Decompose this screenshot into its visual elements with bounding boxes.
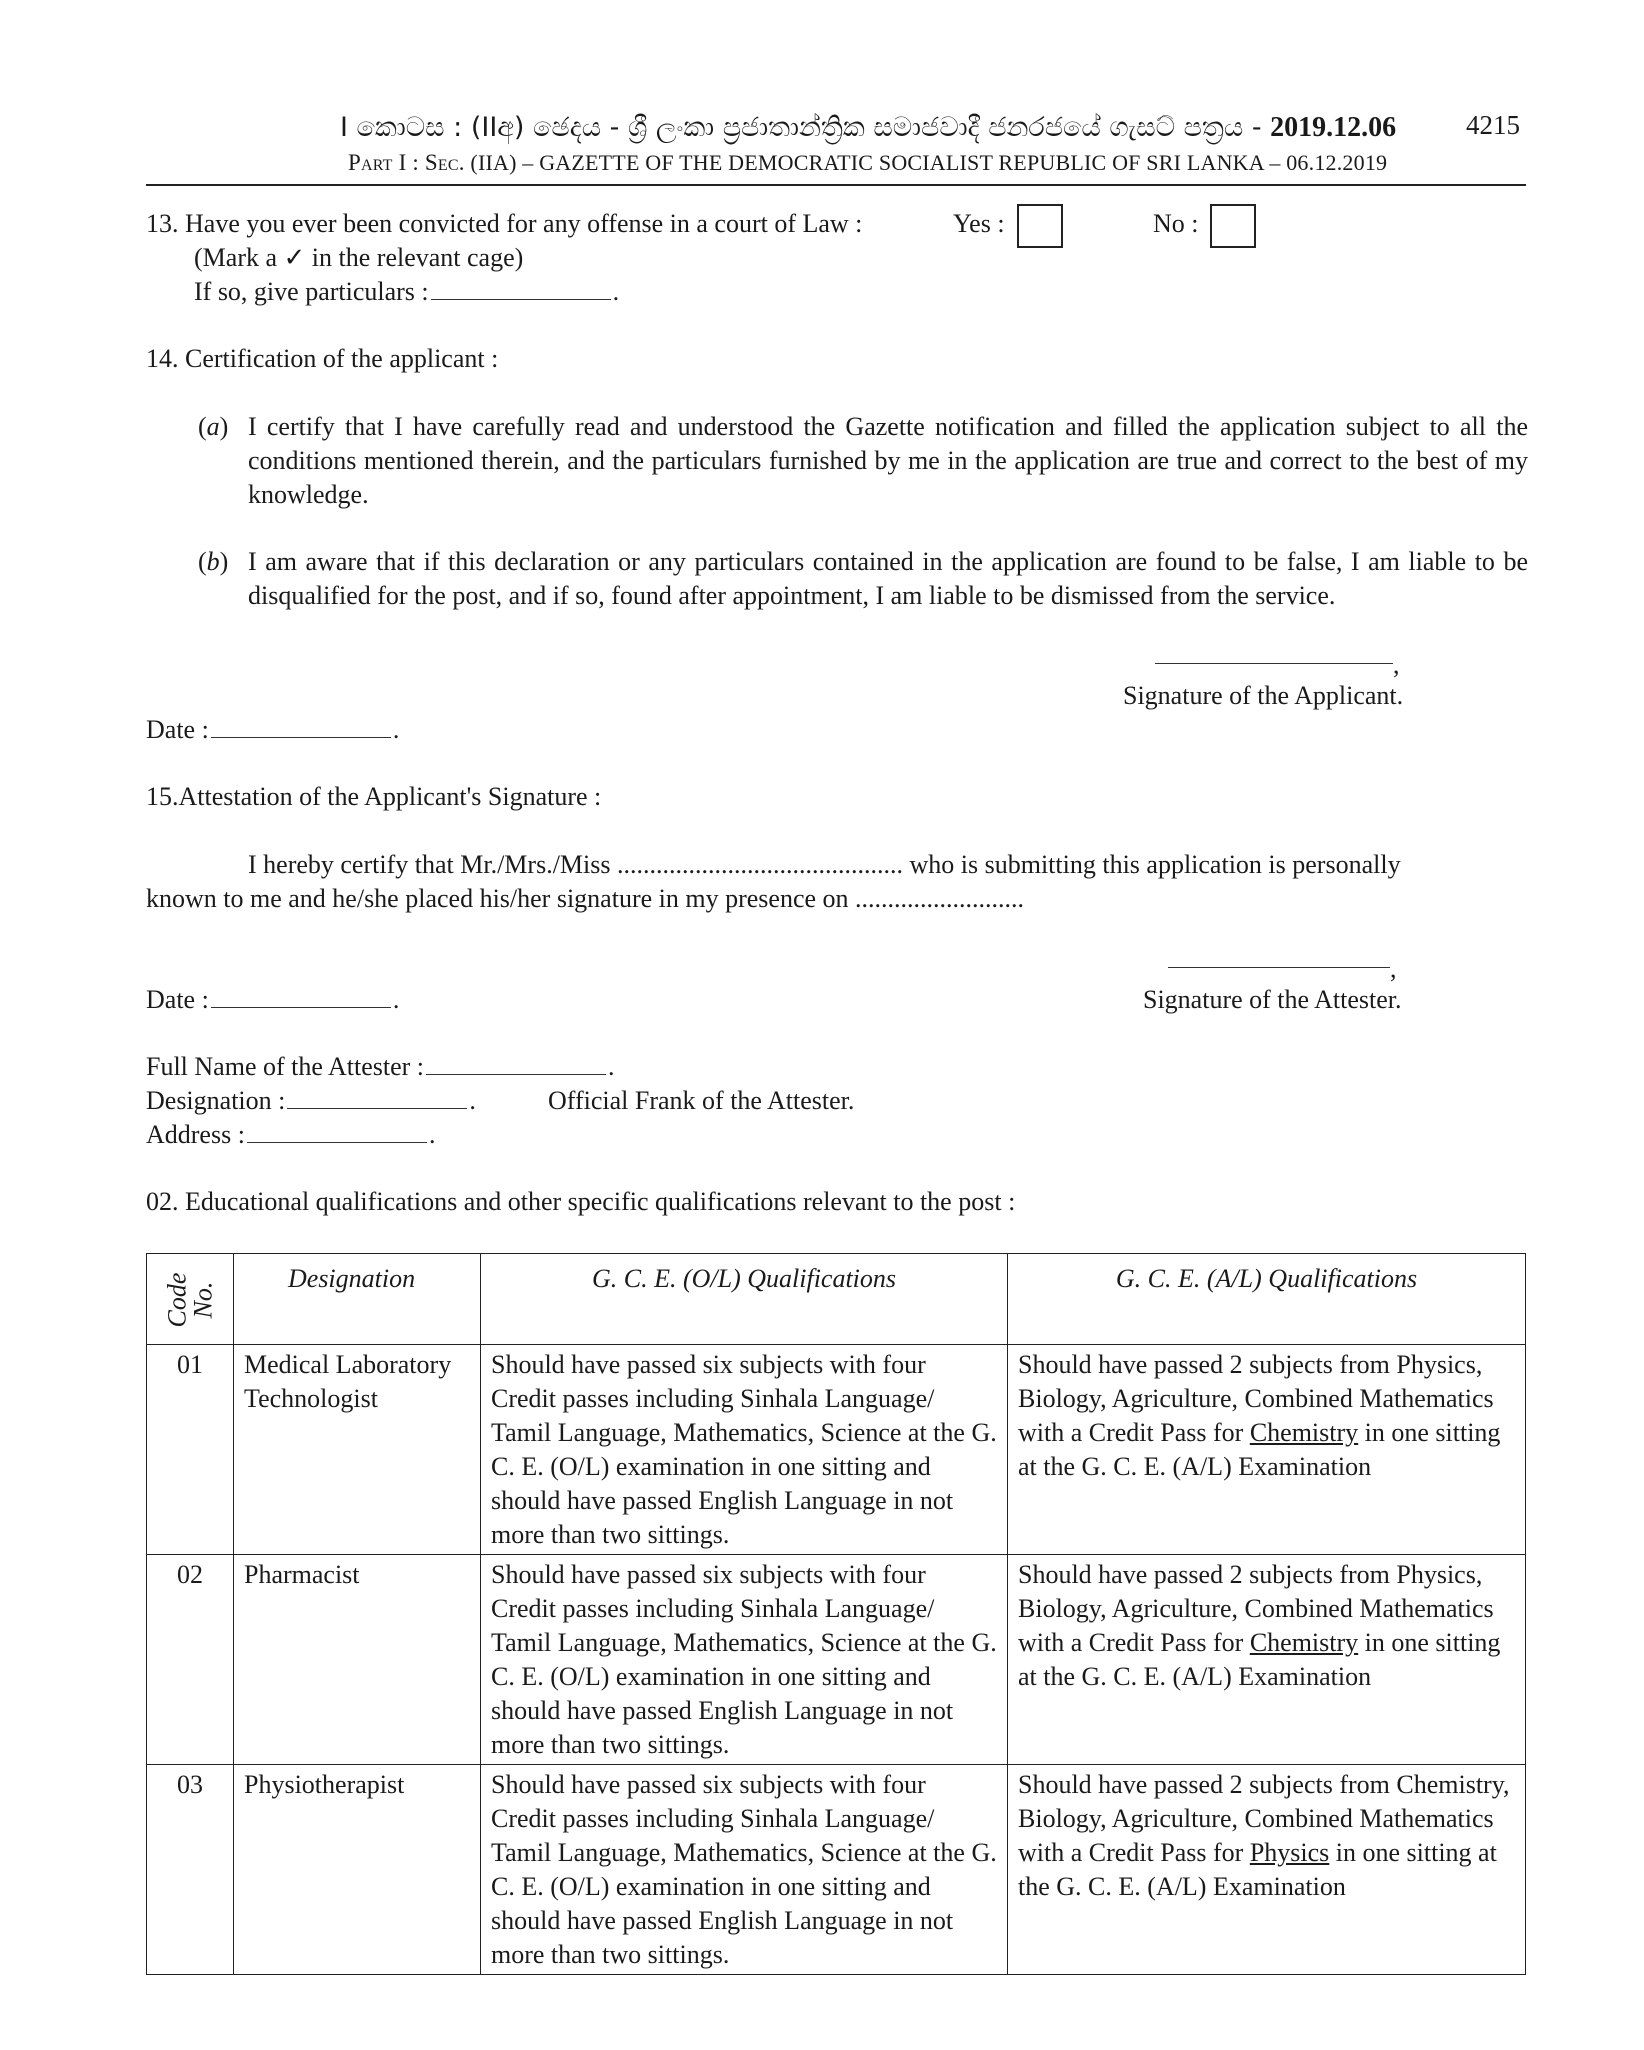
applicant-date-line[interactable] <box>211 720 391 738</box>
attester-signature-comma: , <box>1390 954 1397 983</box>
q14-a-marker: (a) <box>198 412 229 441</box>
q15-title: 15.Attestation of the Applicant's Signature : <box>146 782 602 811</box>
header-al-qualifications: G. C. E. (A/L) Qualifications <box>1008 1254 1526 1345</box>
row-designation: Pharmacist <box>234 1555 481 1765</box>
attester-date-line[interactable] <box>211 990 391 1008</box>
q13-question: 13. Have you ever been convicted for any offense in a court of Law : <box>146 209 863 238</box>
q14-b-text: I am aware that if this declaration or any particulars contained in the application are found to be false, I am liable to be disqualified for the post, and if so, found after appointment, I am liable to be dismissed from the service. <box>248 547 1528 610</box>
applicant-date-label: Date : <box>146 715 209 744</box>
q13-yes-checkbox[interactable] <box>1017 204 1063 248</box>
row-ol-qualification: Should have passed six subjects with four Credit passes including Sinhala Language/ Tamil Language, Mathematics, Science at the G. C. E. (O/L) examination in one sitting and should have passed English Language in not more than two sittings. <box>481 1345 1008 1555</box>
row-al-qualification <box>1008 1765 1526 1975</box>
row-al-qualification <box>1008 1345 1526 1555</box>
attester-date-label: Date : <box>146 985 209 1014</box>
q14-b-marker: (b) <box>198 547 229 576</box>
row-al-text-before: Should have passed 2 subjects from Physics, Biology, Agriculture, Combined Mathematics with a Credit Pass for <box>1018 1350 1494 1447</box>
q13-no-label: No : <box>1153 209 1199 238</box>
q15-text-line1: I hereby certify that Mr./Mrs./Miss ............................................ who is submitting this application is personally <box>248 850 1401 879</box>
header-designation: Designation <box>234 1254 481 1345</box>
q14-a-text: I certify that I have carefully read and understood the Gazette notification and filled the application subject to all the conditions mentioned therein, and the particulars furnished by me in the application are true and correct to the best of my knowledge. <box>248 412 1528 509</box>
applicant-signature-comma: , <box>1393 650 1400 679</box>
table-row <box>147 1345 1526 1555</box>
q14-a-letter: a <box>206 412 220 441</box>
q13-particulars: If so, give particulars : . <box>194 277 620 306</box>
q13-mark-note: (Mark a ✓ in the relevant cage) <box>194 243 524 272</box>
header-english <box>348 150 1387 176</box>
row-al-underlined-subject: Chemistry <box>1249 1418 1359 1447</box>
header-code-no-label <box>161 1272 217 1328</box>
page-number: 4215 <box>1466 110 1520 140</box>
header-english-rest: (IIA) – GAZETTE OF THE DEMOCRATIC SOCIALIST REPUBLIC OF SRI LANKA – 06.12.2019 <box>464 150 1388 175</box>
row-code: 01 <box>147 1345 234 1555</box>
q13-particulars-label: If so, give particulars : <box>194 277 429 306</box>
row-al-text-before: Should have passed 2 subjects from Physics, Biology, Agriculture, Combined Mathematics with a Credit Pass for <box>1018 1560 1494 1657</box>
header-part: Part I : Sec. <box>348 150 465 175</box>
row-code: 02 <box>147 1555 234 1765</box>
applicant-date: Date : . <box>146 715 400 744</box>
qualifications-table <box>146 1253 1526 1975</box>
header-sinhala <box>340 112 1396 144</box>
q15-text-line2: known to me and he/she placed his/her signature in my presence on .......................... <box>146 884 1025 913</box>
row-ol-qualification: Should have passed six subjects with four Credit passes including Sinhala Language/ Tamil Language, Mathematics, Science at the G. C. E. (O/L) examination in one sitting and should have passed English Language in not more than two sittings. <box>481 1765 1008 1975</box>
q13-particulars-line[interactable] <box>431 282 611 300</box>
attester-address-line[interactable] <box>247 1125 427 1143</box>
row-designation: Medical Laboratory Technologist <box>234 1345 481 1555</box>
table-header-row <box>147 1254 1526 1345</box>
attester-date: Date : . <box>146 985 400 1014</box>
row-al-text-before: Should have passed 2 subjects from Chemistry, Biology, Agriculture, Combined Mathematics with a Credit Pass for <box>1018 1770 1510 1867</box>
attester-designation-line[interactable] <box>287 1091 467 1109</box>
attester-signature-line[interactable] <box>1168 967 1390 968</box>
attester-signature-label: Signature of the Attester. <box>1143 985 1402 1014</box>
q13-no-checkbox[interactable] <box>1210 204 1256 248</box>
row-al-text-after: in one sitting at the G. C. E. (A/L) Examination <box>1018 1838 1497 1901</box>
official-frank-label: Official Frank of the Attester. <box>548 1086 855 1115</box>
row-code: 03 <box>147 1765 234 1975</box>
header-rule <box>146 184 1526 186</box>
applicant-signature-label: Signature of the Applicant. <box>1123 681 1404 710</box>
attester-designation-label: Designation : <box>146 1086 286 1115</box>
row-ol-qualification: Should have passed six subjects with four Credit passes including Sinhala Language/ Tamil Language, Mathematics, Science at the G. C. E. (O/L) examination in one sitting and should have passed English Language in not more than two sittings. <box>481 1555 1008 1765</box>
header-code-line1: Code <box>161 1272 191 1328</box>
row-al-underlined-subject: Physics <box>1249 1838 1330 1867</box>
attester-full-name-line[interactable] <box>426 1057 606 1075</box>
header-sinhala-prefix: I කොටස : (IIඅ) ඡෙදය - ශ්‍රී ලංකා ප්‍රජාතාන්ත්‍රික සමාජවාදී ජනරජයේ ගැසට් පත්‍රය - <box>340 112 1271 143</box>
attester-address: Address : . <box>146 1120 436 1149</box>
row-designation: Physiotherapist <box>234 1765 481 1975</box>
row-al-underlined-subject: Chemistry <box>1249 1628 1359 1657</box>
attester-full-name: Full Name of the Attester : . <box>146 1052 615 1081</box>
attester-designation: Designation : . <box>146 1086 476 1115</box>
q14-title: 14. Certification of the applicant : <box>146 344 499 373</box>
header-code-no <box>147 1254 234 1345</box>
row-al-text-after: in one sitting at the G. C. E. (A/L) Examination <box>1018 1628 1501 1691</box>
attester-full-name-label: Full Name of the Attester : <box>146 1052 425 1081</box>
table-row <box>147 1555 1526 1765</box>
q13-yes-label: Yes : <box>953 209 1005 238</box>
header-code-line2: No. <box>187 1281 217 1319</box>
attester-address-label: Address : <box>146 1120 245 1149</box>
section-02-title: 02. Educational qualifications and other specific qualifications relevant to the post : <box>146 1187 1016 1216</box>
table-row <box>147 1765 1526 1975</box>
applicant-signature-line[interactable] <box>1155 663 1393 664</box>
header-ol-qualifications: G. C. E. (O/L) Qualifications <box>481 1254 1008 1345</box>
header-sinhala-date: 2019.12.06 <box>1270 112 1397 143</box>
row-al-qualification <box>1008 1555 1526 1765</box>
row-al-text-after: in one sitting at the G. C. E. (A/L) Examination <box>1018 1418 1501 1481</box>
q14-b-letter: b <box>206 547 220 576</box>
